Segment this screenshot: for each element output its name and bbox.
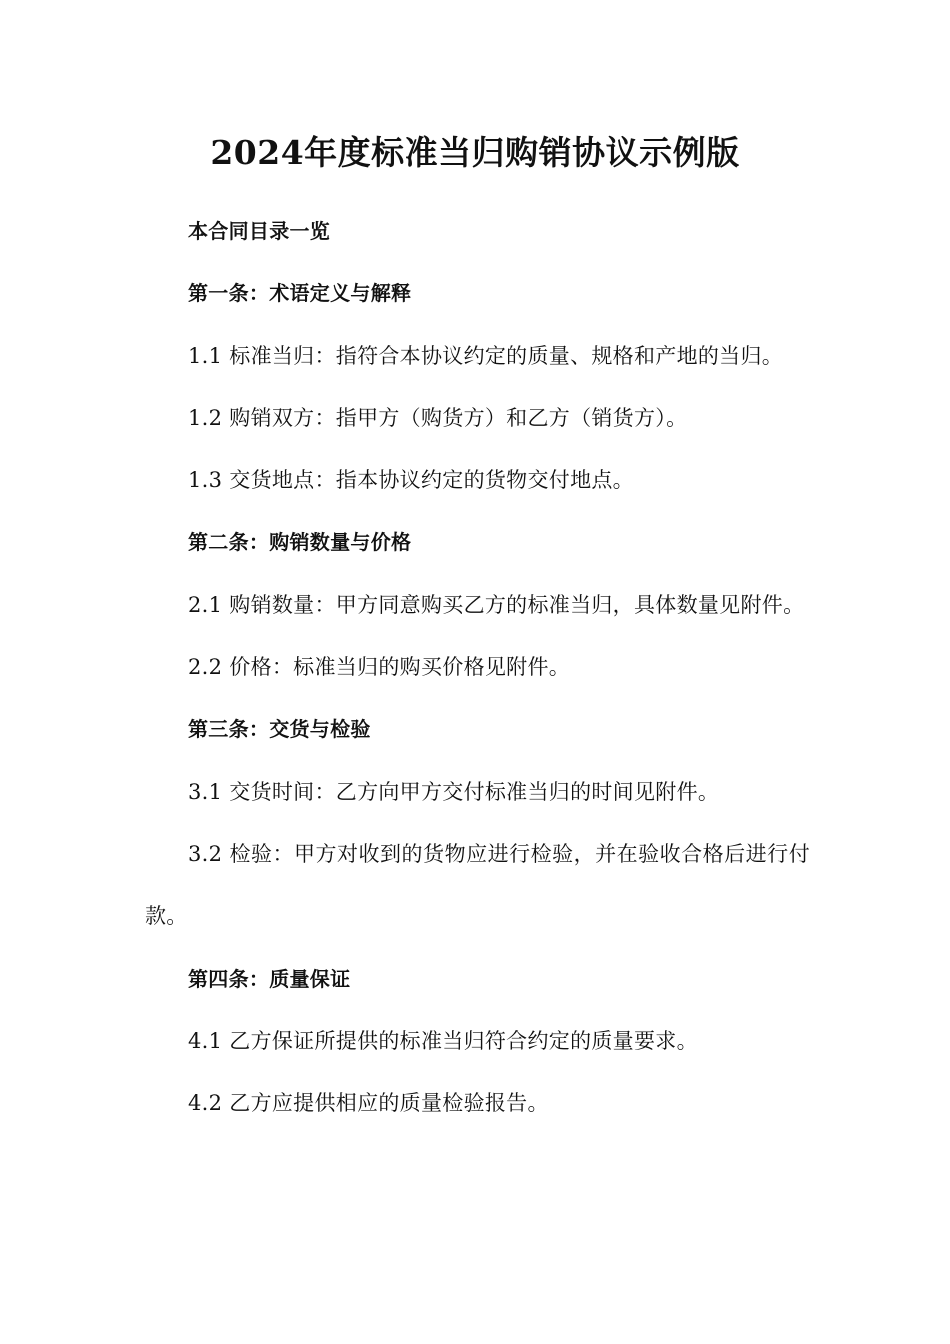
article-2-heading: 第二条：购销数量与价格 <box>188 530 412 555</box>
clause-4-1: 4.1 乙方保证所提供的标准当归符合约定的质量要求。 <box>188 1028 698 1053</box>
article-3-heading: 第三条：交货与检验 <box>188 717 371 742</box>
clause-2-1: 2.1 购销数量：甲方同意购买乙方的标准当归，具体数量见附件。 <box>188 592 805 617</box>
table-of-contents-heading: 本合同目录一览 <box>188 219 331 243</box>
clause-1-1: 1.1 标准当归：指符合本协议约定的质量、规格和产地的当归。 <box>188 343 784 368</box>
clause-3-1: 3.1 交货时间：乙方向甲方交付标准当归的时间见附件。 <box>188 779 720 804</box>
clause-3-2: 3.2 检验：甲方对收到的货物应进行检验，并在验收合格后进行付款。 <box>145 841 810 929</box>
article-1-heading: 第一条：术语定义与解释 <box>188 281 412 306</box>
document-body <box>145 200 810 1134</box>
article-4-heading: 第四条：质量保证 <box>188 966 351 991</box>
clause-4-2: 4.2 乙方应提供相应的质量检验报告。 <box>188 1091 549 1116</box>
document-title: 2024年度标准当归购销协议示例版 <box>210 133 740 172</box>
clause-1-3: 1.3 交货地点：指本协议约定的货物交付地点。 <box>188 468 634 493</box>
clause-1-2: 1.2 购销双方：指甲方（购货方）和乙方（销货方）。 <box>188 405 688 430</box>
clause-2-2: 2.2 价格：标准当归的购买价格见附件。 <box>188 655 571 680</box>
